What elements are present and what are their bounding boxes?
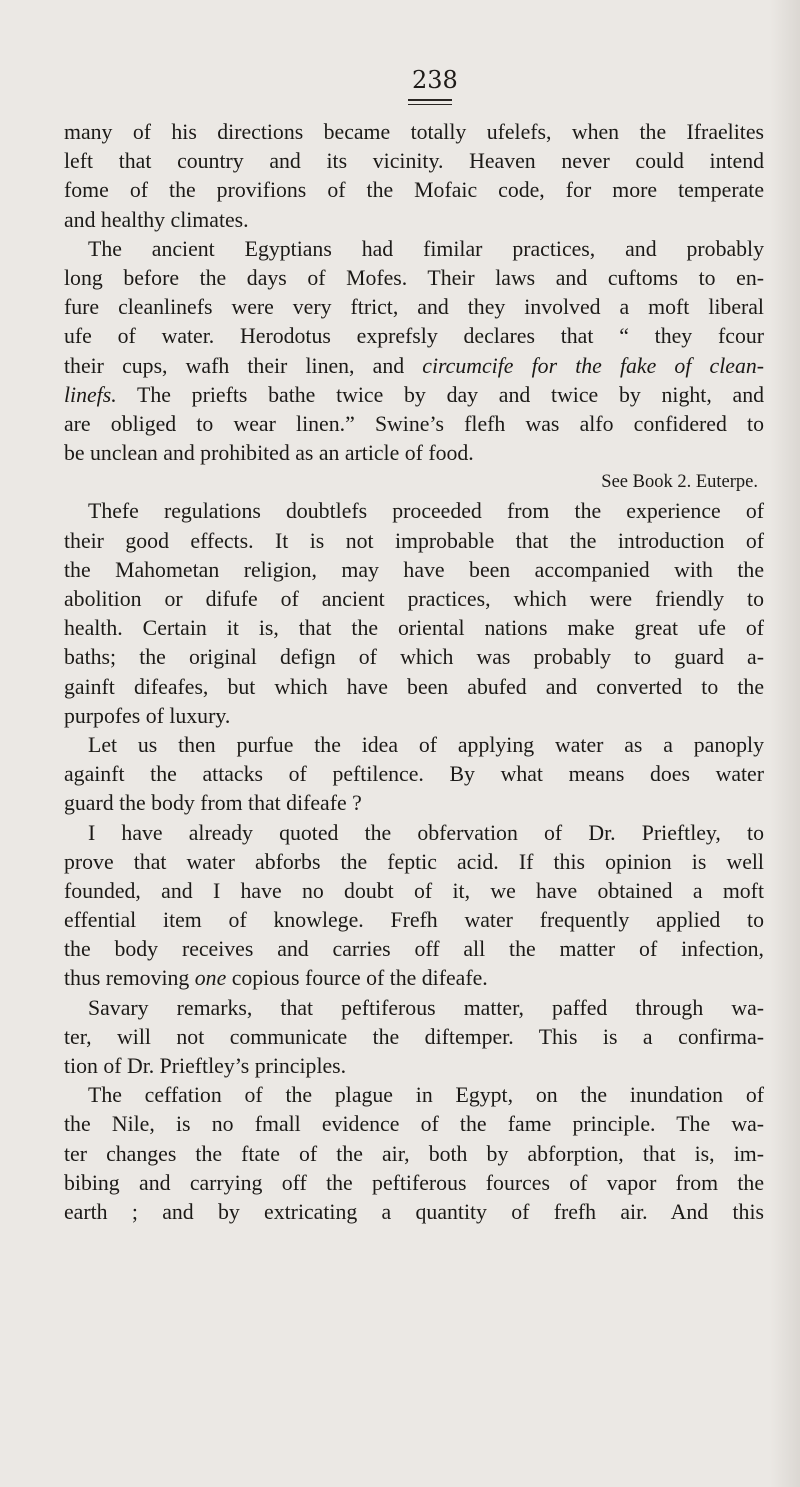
text-segment: copious fource of the difeafe.	[226, 966, 488, 991]
text-line: many of his directions became totally ufelefs, when the Ifraelites	[64, 120, 764, 144]
text-line: Thefe regulations doubtlefs proceeded from the experience of	[88, 499, 764, 524]
page-number: 238	[412, 66, 458, 94]
text-line: health. Certain it is, that the oriental nations make great ufe of	[64, 616, 764, 641]
text-line: baths; the original defign of which was probably to guard a-	[64, 645, 764, 670]
text-line: tion of Dr. Prieftley’s principles.	[64, 1054, 347, 1078]
text-segment: The priefts bathe twice by day and twice by night, and	[116, 382, 764, 407]
text-line: bibing and carrying off the peftiferous fources of vapor from the	[64, 1170, 764, 1195]
italic-text-segment: one	[194, 966, 227, 991]
text-line	[64, 381, 764, 410]
text-line: abolition or difufe of ancient practices, which were friendly to	[64, 587, 764, 611]
text-line: Savary remarks, that peftiferous matter, paffed through wa-	[88, 995, 764, 1020]
page-edge-shading	[770, 0, 800, 1487]
text-line	[64, 352, 764, 381]
text-line: be unclean and prohibited as an article of food.	[64, 441, 474, 466]
text-line: effential item of knowlege. Frefh water frequently applied to	[64, 908, 764, 933]
text-line: their good effects. It is not improbable that the introduction of	[64, 528, 764, 553]
text-segment: thus removing	[64, 966, 195, 991]
italic-text-segment: linefs.	[64, 382, 117, 407]
page-number-rule-thin	[408, 104, 452, 105]
text-line: are obliged to wear linen.” Swine’s flefh was alfo confidered to	[64, 411, 764, 436]
text-line: The ancient Egyptians had fimilar practices, and probably	[88, 236, 764, 261]
text-line: and healthy climates.	[64, 207, 249, 232]
text-line: fome of the provifions of the Mofaic code, for more temperate	[64, 178, 764, 203]
text-line: Let us then purfue the idea of applying water as a panoply	[88, 732, 764, 757]
text-line: fure cleanlinefs were very ftrict, and they involved a moft liberal	[64, 295, 764, 320]
text-line: the body receives and carries off all the matter of infection,	[64, 937, 764, 962]
text-line: againft the attacks of peftilence. By what means does water	[64, 762, 764, 787]
text-line: left that country and its vicinity. Heaven never could intend	[64, 149, 764, 174]
text-line: long before the days of Mofes. Their laws and cuftoms to en-	[64, 265, 764, 290]
italic-text-segment: circumcife for the fake of clean-	[422, 353, 764, 378]
text-line: I have already quoted the obfervation of Dr. Prieftley, to	[88, 820, 764, 845]
text-line: purpofes of luxury.	[64, 703, 231, 728]
text-line: gainft difeafes, but which have been abufed and converted to the	[64, 674, 764, 699]
text-line: The ceffation of the plague in Egypt, on the inundation of	[88, 1083, 764, 1108]
text-line: earth ; and by extricating a quantity of frefh air. And this	[64, 1199, 764, 1224]
citation-line: See Book 2. Euterpe.	[601, 472, 758, 493]
text-line: the Mahometan religion, may have been accompanied with the	[64, 557, 764, 582]
text-line: the Nile, is no fmall evidence of the fame principle. The wa-	[64, 1112, 764, 1137]
text-line: prove that water abforbs the feptic acid. If this opinion is well	[64, 849, 764, 874]
text-line: ter, will not communicate the diftemper. This is a confirma-	[64, 1024, 764, 1049]
body-text	[64, 118, 764, 1227]
text-line: ufe of water. Herodotus exprefsly declares that “ they fcour	[64, 324, 764, 349]
text-line: guard the body from that difeafe ?	[64, 791, 362, 816]
text-line: founded, and I have no doubt of it, we have obtained a moft	[64, 878, 764, 903]
page-number-rule	[408, 99, 452, 101]
text-line	[64, 964, 764, 993]
text-segment: their cups, wafh their linen, and	[64, 353, 423, 378]
text-line: ter changes the ftate of the air, both by abforption, that is, im-	[64, 1141, 764, 1166]
